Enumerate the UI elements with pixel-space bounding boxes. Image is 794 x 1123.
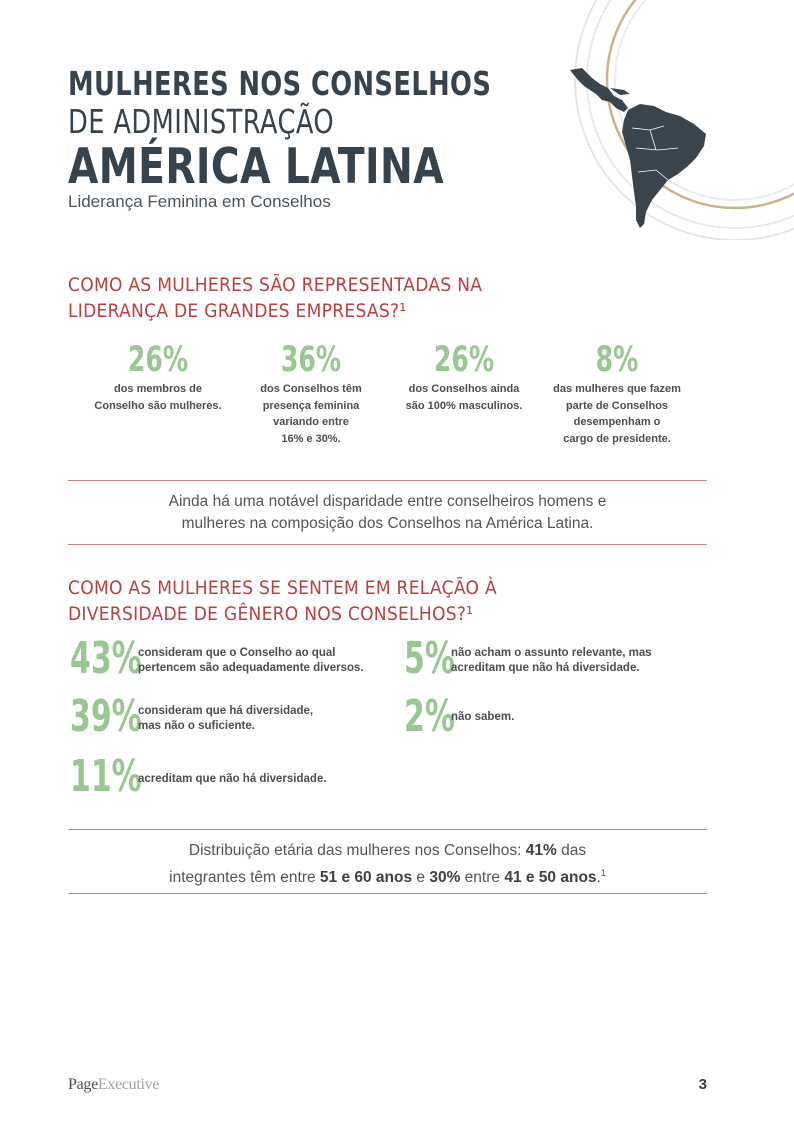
sentiment-desc [138, 704, 313, 734]
age-note-highlight: 30% [429, 869, 461, 887]
stat-value: 26% [127, 340, 189, 380]
stat-desc-line: desempenham o [573, 416, 661, 428]
stat-desc-line: presença feminina [262, 399, 360, 412]
page-executive-logo [68, 1076, 159, 1094]
disparity-note [68, 491, 707, 535]
sentiment-item-5 [404, 633, 704, 686]
age-note-line1 [68, 840, 707, 862]
section2-heading [68, 575, 497, 627]
subtitle: Liderança Feminina em Conselhos [68, 192, 331, 211]
sentiment-desc [138, 646, 364, 676]
sentiment-desc-line: acreditam que não há diversidade. [451, 662, 640, 674]
sentiment-desc-line: consideram que há diversidade, [138, 705, 314, 717]
stat-desc-line: variando entre [273, 416, 349, 428]
logo-executive-text: Executive [97, 1076, 160, 1093]
age-note-text: Distribuição etária das mulheres nos Conselhos: [188, 842, 526, 859]
latin-america-map-graphic [540, 0, 794, 240]
sentiment-value: 43% [70, 633, 142, 684]
sentiment-desc-line: não acham o assunto relevante, mas [451, 647, 652, 659]
stat-card-1 [83, 340, 233, 413]
sentiment-value: 39% [70, 691, 142, 742]
sentiment-item-11 [70, 751, 380, 804]
section1-heading-line2: LIDERANÇA DE GRANDES EMPRESAS?¹ [68, 300, 407, 322]
age-note-text: . [596, 869, 601, 887]
divider [68, 893, 707, 894]
decor-arc-2 [587, 0, 794, 228]
age-note-text: integrantes têm entre [169, 869, 320, 887]
age-note-highlight: 41% [525, 842, 557, 859]
sentiment-item-43 [70, 633, 380, 686]
sentiment-value: 2% [404, 691, 455, 742]
sentiment-item-39 [70, 691, 380, 744]
stat-desc-line: dos Conselhos ainda [408, 383, 520, 395]
sentiment-desc [138, 772, 327, 787]
sentiment-desc [451, 646, 652, 676]
divider [68, 544, 707, 545]
title-line-3: AMÉRICA LATINA [68, 138, 444, 195]
sentiment-value: 11% [70, 751, 142, 802]
footnote-marker: 1 [600, 868, 606, 878]
stat-desc-line: parte de Conselhos [565, 399, 669, 412]
age-distribution-note [68, 840, 707, 889]
stat-desc-line: das mulheres que fazem [553, 383, 681, 395]
divider [68, 480, 707, 481]
stat-desc-line: são 100% masculinos. [405, 399, 523, 412]
sentiment-desc [451, 710, 514, 725]
title-line-2: DE ADMINISTRAÇÃO [68, 102, 335, 141]
section2-heading-line1: COMO AS MULHERES SE SENTEM EM RELAÇÃO À [68, 577, 497, 599]
stat-desc-line: 16% e 30%. [281, 432, 341, 445]
divider [68, 829, 707, 830]
sentiment-desc-line: pertencem são adequadamente diversos. [138, 662, 364, 674]
stat-desc-line: Conselho são mulheres. [94, 399, 222, 412]
age-note-text: e [412, 869, 430, 887]
page-number: 3 [698, 1076, 707, 1093]
age-note-highlight: 51 e 60 anos [319, 869, 413, 887]
title-line-1: MULHERES NOS CONSELHOS [68, 64, 492, 103]
stat-card-2 [236, 340, 386, 446]
stat-value: 36% [280, 340, 342, 380]
sentiment-desc-line: mas não o suficiente. [138, 720, 255, 732]
sentiment-desc-line: acreditam que não há diversidade. [138, 773, 327, 785]
section1-heading-line1: COMO AS MULHERES SÃO REPRESENTADAS NA [68, 274, 483, 296]
logo-page-text: Page [68, 1076, 98, 1093]
stat-desc-line: dos membros de [113, 383, 203, 395]
sentiment-value: 5% [404, 633, 455, 684]
sentiment-item-2 [404, 691, 704, 744]
section1-heading [68, 272, 482, 324]
age-note-line2 [68, 862, 707, 889]
caribbean-shape [610, 88, 630, 95]
sentiment-desc-line: não sabem. [451, 711, 515, 723]
age-note-text: das [556, 842, 587, 859]
age-note-text: entre [460, 869, 505, 887]
stat-value: 26% [433, 340, 495, 380]
section2-heading-line2: DIVERSIDADE DE GÊNERO NOS CONSELHOS?¹ [68, 603, 474, 625]
sentiment-desc-line: consideram que o Conselho ao qual [138, 647, 336, 659]
stat-card-3 [389, 340, 539, 413]
age-note-highlight: 41 e 50 anos [504, 869, 597, 887]
disparity-note-line2: mulheres na composição dos Conselhos na América Latina. [181, 515, 594, 532]
stat-desc-line: dos Conselhos têm [260, 383, 362, 395]
stat-card-4 [542, 340, 692, 446]
stat-desc-line: cargo de presidente. [563, 432, 671, 445]
disparity-note-line1: Ainda há uma notável disparidade entre conselheiros homens e [168, 493, 607, 510]
stat-value: 8% [595, 340, 639, 380]
